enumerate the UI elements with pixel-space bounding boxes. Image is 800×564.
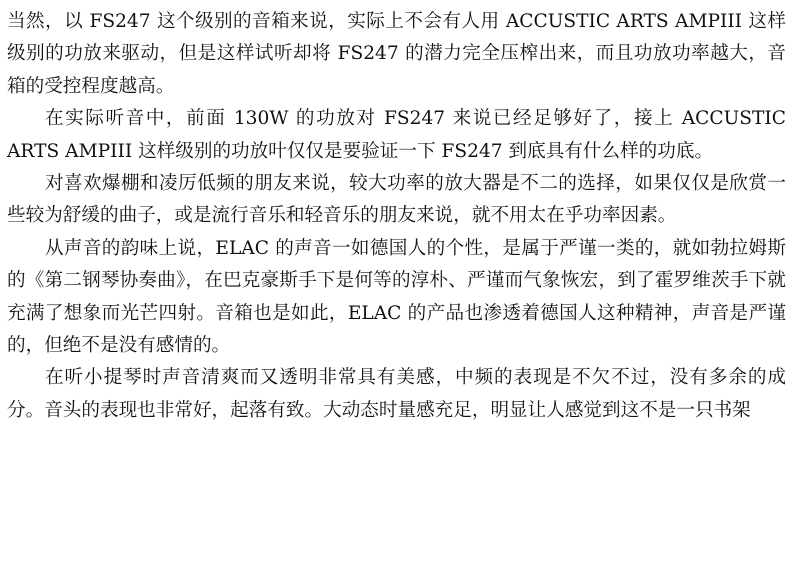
paragraph-3: 对喜欢爆棚和凌厉低频的朋友来说，较大功率的放大器是不二的选择，如果仅仅是欣赏一些较为舒缓的曲子，或是流行音乐和轻音乐的朋友来说，就不用太在乎功率因素。 [7, 173, 786, 227]
paragraph-1: 当然，以 FS247 这个级别的音箱来说，实际上不会有人用 ACCUSTIC ARTS AMPIII 这样级别的功放来驱动，但是这样试听却将 FS247 的潜力完全压榨出来，而且功放功率越大，音箱的受控程度越高。 [7, 11, 786, 97]
paragraph-2: 在实际听音中，前面 130W 的功放对 FS247 来说已经足够好了，接上 ACCUSTIC ARTS AMPIII 这样级别的功放叶仅仅是要验证一下 FS247 到底具有什么样的功底。 [7, 108, 786, 162]
paragraph-4: 从声音的韵味上说，ELAC 的声音一如德国人的个性，是属于严谨一类的，就如勃拉姆斯的《第二钢琴协奏曲》，在巴克豪斯手下是何等的淳朴、严谨而气象恢宏，到了霍罗维茨手下就充满了想象而光芒四射。音箱也是如此，ELAC 的产品也渗透着德国人这种精神，声音是严谨的，但绝不是没有感情的。 [7, 237, 786, 357]
paragraph-5: 在听小提琴时声音清爽而又透明非常具有美感，中频的表现是不欠不过，没有多余的成分。音头的表现也非常好，起落有致。大动态时量感充足，明显让人感觉到这不是一只书架 [7, 367, 786, 421]
document-page [7, 6, 786, 427]
